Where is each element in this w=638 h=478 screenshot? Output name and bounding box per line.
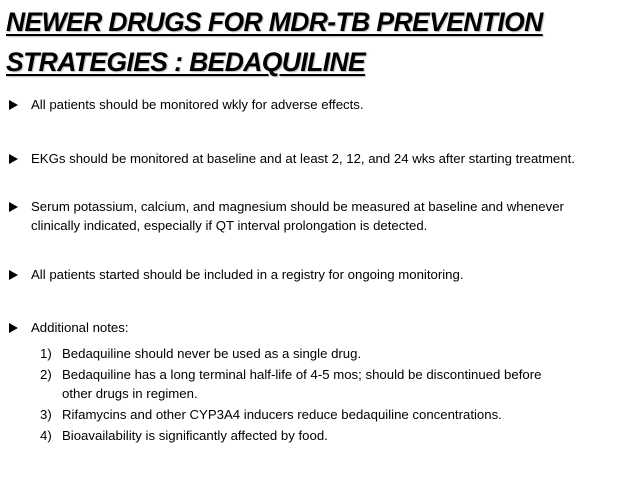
arrow-bullet-icon bbox=[9, 323, 18, 333]
bullet-text: Serum potassium, calcium, and magnesium should be measured at baseline and whenever clinically indicated, especially if QT interval prolongation is detected. bbox=[31, 199, 564, 233]
list-item-text: Rifamycins and other CYP3A4 inducers reduce bedaquiline concentrations. bbox=[62, 407, 502, 422]
title-line-1: NEWER DRUGS FOR MDR-TB PREVENTION bbox=[6, 7, 543, 37]
arrow-bullet-icon bbox=[9, 270, 18, 280]
bullet-text: All patients should be monitored wkly for adverse effects. bbox=[31, 97, 364, 112]
list-item bbox=[0, 426, 620, 445]
list-item-text: Bedaquiline should never be used as a single drug. bbox=[62, 346, 362, 361]
list-item bbox=[0, 344, 620, 363]
bullet-text: Additional notes: bbox=[31, 320, 129, 335]
bullet-text: EKGs should be monitored at baseline and at least 2, 12, and 24 wks after starting treatment. bbox=[31, 151, 575, 166]
bullet-additional-notes bbox=[9, 318, 633, 337]
bullet-monitor-adverse-effects bbox=[9, 95, 633, 114]
list-item bbox=[0, 365, 620, 403]
bullet-text: All patients started should be included in a registry for ongoing monitoring. bbox=[31, 267, 464, 282]
arrow-bullet-icon bbox=[9, 100, 18, 110]
list-item bbox=[0, 405, 620, 424]
bullet-registry bbox=[9, 265, 633, 284]
arrow-bullet-icon bbox=[9, 154, 18, 164]
slide-title bbox=[6, 2, 634, 82]
list-item-text: Bioavailability is significantly affected by food. bbox=[62, 428, 328, 443]
bullet-ekg-monitoring bbox=[9, 149, 633, 168]
list-item-number: 4) bbox=[40, 428, 52, 443]
arrow-bullet-icon bbox=[9, 202, 18, 212]
list-item-text: Bedaquiline has a long terminal half-life of 4-5 mos; should be discontinued before other drugs in regimen. bbox=[62, 367, 542, 401]
bullet-electrolytes bbox=[9, 197, 633, 235]
list-item-number: 2) bbox=[40, 367, 52, 382]
notes-list bbox=[0, 344, 620, 447]
title-line-2: STRATEGIES : BEDAQUILINE bbox=[6, 47, 366, 77]
list-item-number: 3) bbox=[40, 407, 52, 422]
list-item-number: 1) bbox=[40, 346, 52, 361]
